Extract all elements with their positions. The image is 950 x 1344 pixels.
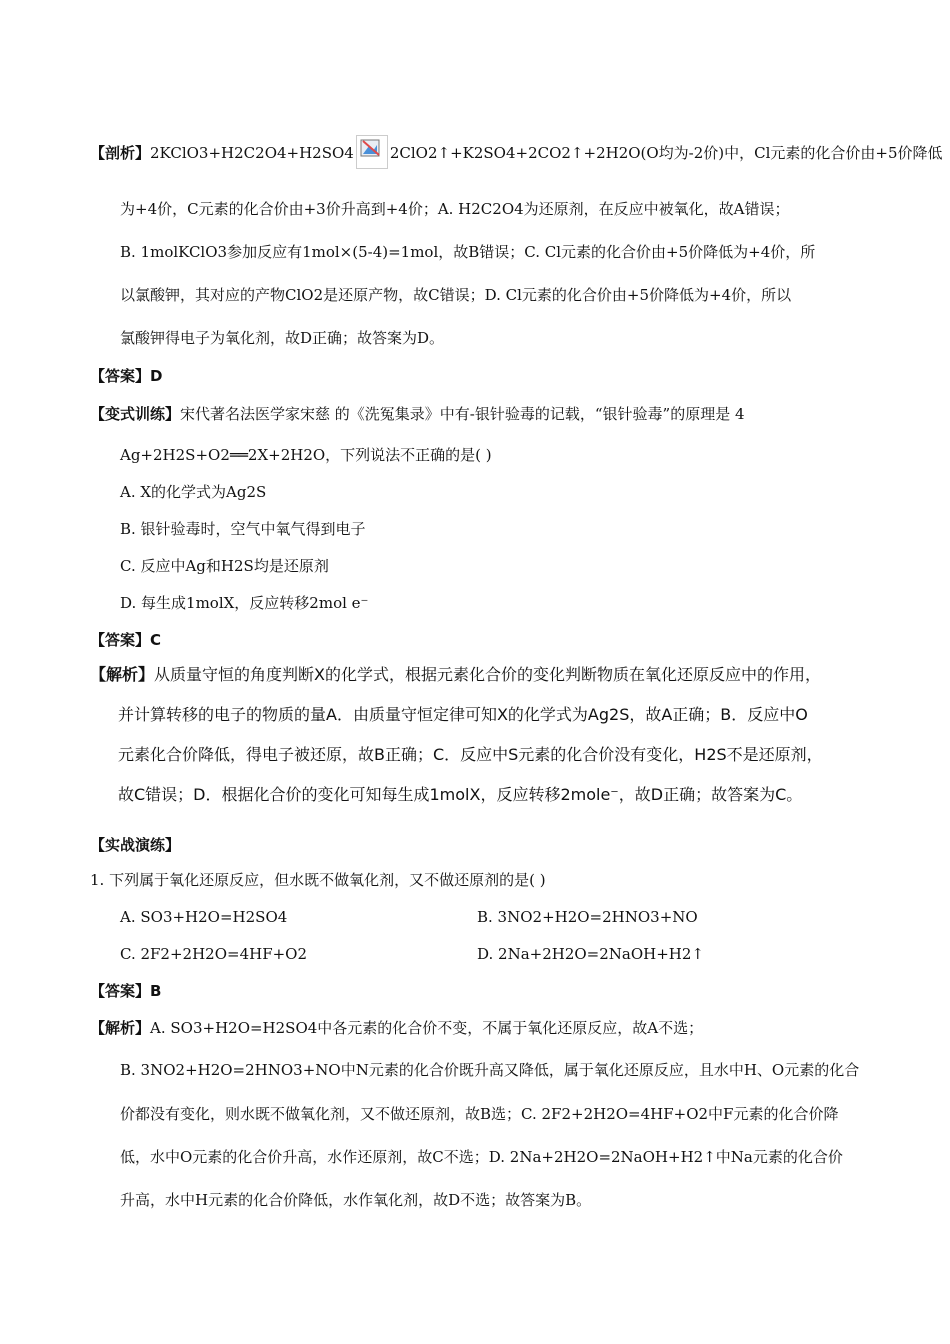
practice-option-c: C. 2F2+2H2O=4HF+O2	[120, 945, 308, 963]
analysis3-line5: 升高，水中H元素的化合价降低，水作氧化剂，故D不选；故答案为B。	[120, 1191, 592, 1209]
answer-tag: 【答案】	[90, 631, 151, 649]
answer1	[90, 366, 162, 386]
analysis3-text: A. SO3+H2O=H2SO4中各元素的化合价不变，不属于氧化还原反应，故A不选；	[150, 1019, 704, 1037]
equation-products: 2ClO2↑+K2SO4+2CO2↑+2H2O(O均为-2价)中，Cl元素的化合价由+5价降低	[389, 144, 943, 162]
analysis3-line3: 价都没有变化，则水既不做氧化剂，又不做还原剂，故B选；C. 2F2+2H2O=4HF+O2中F元素的化合价降	[120, 1105, 839, 1123]
practice-option-d: D. 2Na+2H2O=2NaOH+H2↑	[477, 945, 704, 963]
analysis-tag: 【解析】	[90, 1019, 151, 1037]
variant-option-c: C. 反应中Ag和H2S均是还原剂	[120, 557, 329, 575]
analysis-tag: 【解析】	[90, 665, 155, 684]
analysis1-line5: 氯酸钾得电子为氧化剂，故D正确；故答案为D。	[120, 329, 445, 347]
answer-tag: 【答案】	[90, 367, 151, 385]
analysis3-line2: B. 3NO2+H2O=2HNO3+NO中N元素的化合价既升高又降低，属于氧化还原反应，且水中H、O元素的化合	[120, 1061, 860, 1079]
practice-heading: 【实战演练】	[90, 836, 181, 854]
broken-image-icon	[356, 135, 388, 169]
analysis2-line2: 并计算转移的电子的物质的量A．由质量守恒定律可知X的化学式为Ag2S，故A正确；B．反应中O	[118, 705, 808, 724]
practice-option-b: B. 3NO2+H2O=2HNO3+NO	[477, 908, 698, 926]
analysis2-line1	[90, 665, 821, 685]
analysis1-line2: 为+4价，C元素的化合价由+3价升高到+4价；A. H2C2O4为还原剂，在反应中被氧化，故A错误；	[120, 200, 790, 218]
analysis1-line1	[90, 137, 943, 171]
answer-value: C	[150, 631, 162, 649]
answer-tag: 【答案】	[90, 982, 151, 1000]
analysis3-line4: 低，水中O元素的化合价升高，水作还原剂，故C不选；D. 2Na+2H2O=2NaOH+H2↑中Na元素的化合价	[120, 1148, 843, 1166]
analysis1-line4: 以氯酸钾，其对应的产物ClO2是还原产物，故C错误；D. Cl元素的化合价由+5价降低为+4价，所以	[120, 286, 792, 304]
practice-option-a: A. SO3+H2O=H2SO4	[120, 908, 288, 926]
analysis3-line1	[90, 1018, 703, 1038]
answer-value: D	[150, 367, 163, 385]
variant-line1	[90, 404, 745, 424]
analysis2-line3: 元素化合价降低，得电子被还原，故B正确；C．反应中S元素的化合价没有变化，H2S不是还原剂，	[118, 745, 823, 764]
analysis2-text: 从质量守恒的角度判断X的化学式，根据元素化合价的变化判断物质在氧化还原反应中的作用，	[154, 665, 821, 684]
variant-text: 宋代著名法医学家宋慈 的《洗冤集录》中有-银针验毒的记载，“银针验毒”的原理是 4	[180, 405, 745, 423]
analysis1-line3: B. 1molKClO3参加反应有1mol×(5-4)=1mol，故B错误；C. Cl元素的化合价由+5价降低为+4价，所	[120, 243, 816, 261]
answer3	[90, 981, 161, 1001]
analysis2-line4: 故C错误；D．根据化合价的变化可知每生成1molX，反应转移2mole⁻，故D正确；故答案为C。	[118, 785, 803, 804]
variant-line2: Ag+2H2S+O2══2X+2H2O，下列说法不正确的是( )	[120, 446, 492, 464]
variant-tag: 【变式训练】	[90, 405, 181, 423]
variant-option-d: D. 每生成1molX，反应转移2mol e⁻	[120, 594, 369, 612]
answer-value: B	[150, 982, 162, 1000]
variant-option-b: B. 银针验毒时，空气中氧气得到电子	[120, 520, 366, 538]
equation-reactants: 2KClO3+H2C2O4+H2SO4	[150, 144, 354, 162]
analysis-tag: 【剖析】	[90, 144, 151, 162]
answer2	[90, 630, 161, 650]
practice-question: 1. 下列属于氧化还原反应，但水既不做氧化剂，又不做还原剂的是( )	[90, 871, 546, 889]
variant-option-a: A. X的化学式为Ag2S	[120, 483, 267, 501]
